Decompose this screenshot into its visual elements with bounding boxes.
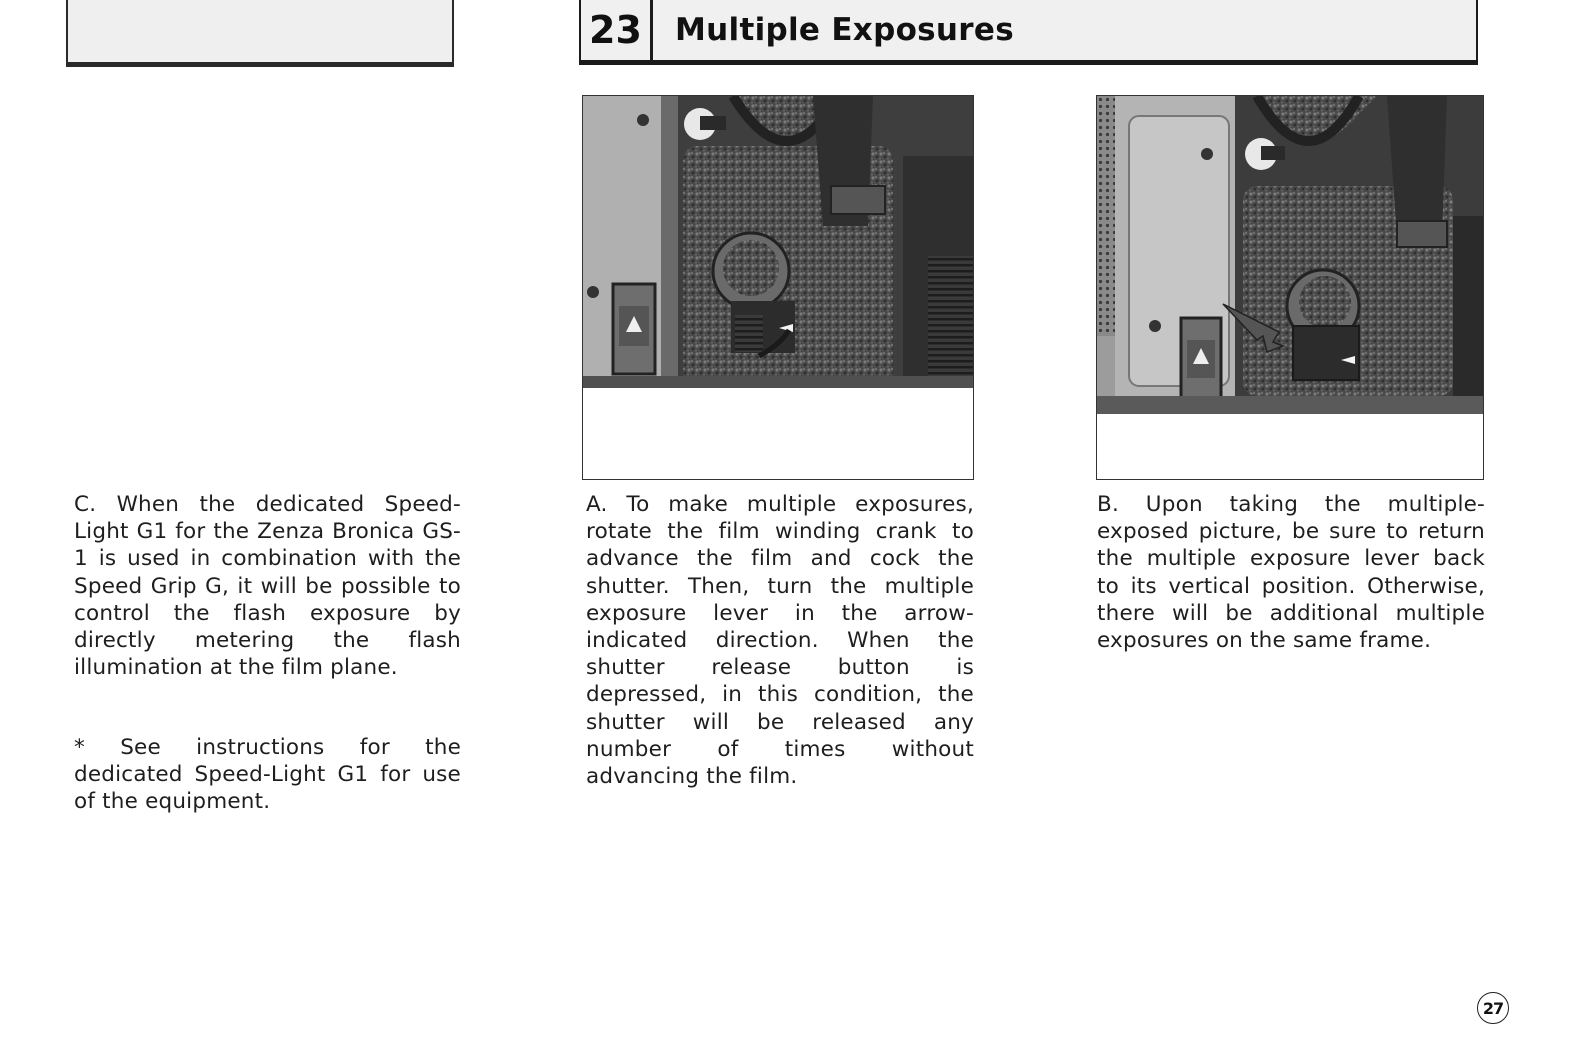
section-number: 23 <box>581 0 653 60</box>
figure-a-caption: A. To make multiple exposures, rotate the film winding crank to advance the film and cock the shutter. Then, turn the multiple exposure lever in the arrow-indicated direction. When the shutter release button is depressed, in this condition, the shutter will be released any number of times without advancing the film. <box>586 492 974 790</box>
footnote: * See instructions for the dedicated Speed-Light G1 for use of the equipment. <box>74 735 461 815</box>
paragraph-c: C. When the dedicated Speed-Light G1 for the Zenza Bronica GS-1 is used in combination with the Speed Grip G, it will be possible to control the flash exposure by directly metering the flash illumination at the film plane. <box>74 492 461 681</box>
section-title: Multiple Exposures <box>675 12 1014 48</box>
camera-back-lever-vertical-image <box>583 96 973 479</box>
figure-a-photo <box>582 95 974 480</box>
figure-b-caption: B. Upon taking the multiple-exposed picture, be sure to return the multiple exposure lever back to its vertical position. Otherwise, there will be additional multiple exposures on the same frame. <box>1097 492 1485 654</box>
page-number: 27 <box>1477 992 1509 1024</box>
section-header <box>579 0 1478 65</box>
figure-b-photo <box>1096 95 1484 480</box>
previous-section-box <box>66 0 454 67</box>
camera-back-lever-turned-image <box>1097 96 1483 479</box>
